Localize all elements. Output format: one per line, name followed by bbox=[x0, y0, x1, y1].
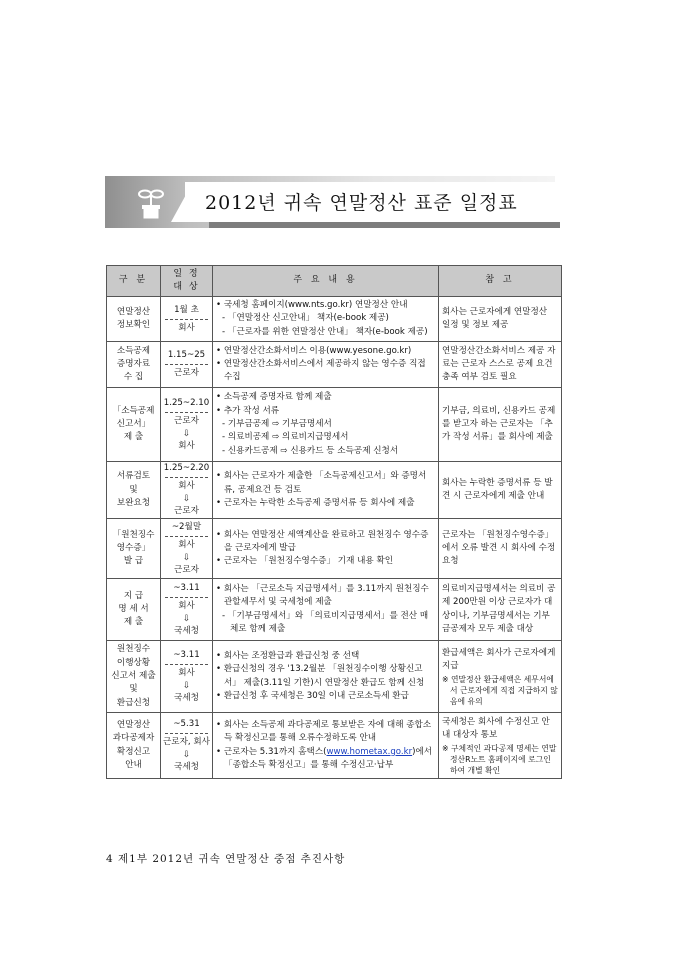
content-text: 신용카드공제 ⇨ 신용카드 등 소득공제 신청서 bbox=[227, 445, 399, 456]
period-divider bbox=[165, 319, 208, 320]
row-category bbox=[107, 579, 161, 641]
content-text: 연말정산간소화서비스 이용(www.yesone.go.kr) bbox=[223, 345, 412, 356]
content-subitem: - 신용카드공제 ⇨ 신용카드 등 소득공제 신청서 bbox=[222, 445, 399, 456]
category-line: 「소득공제 bbox=[112, 405, 155, 416]
category-line: 이행상황 bbox=[116, 657, 151, 668]
content-bullet: • 회사는 근로자가 제출한 「소득공제신고서」와 증명서류, 공제요건 등 검토 bbox=[216, 471, 427, 495]
content-text: 「연말정산 신고안내」 책자(e-book 제공) bbox=[227, 313, 389, 324]
content-text: 의료비공제 ⇨ 의료비지급명세서 bbox=[227, 432, 349, 443]
content-text: 「근로자를 위한 연말정산 안내」 책자(e-book 제공) bbox=[227, 326, 428, 337]
category-line: 정보확인 bbox=[116, 320, 151, 331]
content-bullet: • 연말정산간소화서비스 이용(www.yesone.go.kr) bbox=[216, 345, 412, 356]
header-schedule-bottom: 대 상 bbox=[173, 282, 200, 292]
period-actor: 근로자 bbox=[174, 564, 199, 575]
note-remark: ※ 연말정산 환급세액은 세무서에서 근로자에게 직접 지급하지 않음에 유의 bbox=[442, 674, 558, 706]
table-row bbox=[107, 342, 562, 388]
period-divider bbox=[165, 477, 208, 478]
row-note bbox=[439, 713, 562, 779]
period-divider bbox=[165, 664, 208, 665]
row-category bbox=[107, 342, 161, 388]
content-text: 기부금공제 ⇨ 기부금명세서 bbox=[227, 419, 332, 430]
category-line: 과다공제자 bbox=[112, 733, 155, 744]
down-arrow-icon: ⇩ bbox=[182, 494, 191, 505]
table-row bbox=[107, 579, 562, 641]
category-line: 명 세 서 bbox=[118, 604, 149, 615]
content-bullet: • 추가 작성 서류 bbox=[216, 405, 280, 416]
content-bullet: • 환급신청 후 국세청은 30일 이내 근로소득세 환급 bbox=[216, 691, 409, 702]
category-line: 신고서」 bbox=[116, 419, 151, 430]
period-actor: 국세청 bbox=[174, 692, 199, 703]
period-actor: 회사 bbox=[178, 440, 195, 451]
content-subitem: - 의료비공제 ⇨ 의료비지급명세서 bbox=[222, 432, 349, 443]
period-divider bbox=[165, 364, 208, 365]
content-text: 추가 작성 서류 bbox=[223, 405, 280, 416]
content-text: 소득공제 증명자료 함께 제출 bbox=[223, 392, 332, 403]
period-divider bbox=[165, 536, 208, 537]
period-actor: 근로자 bbox=[174, 415, 199, 426]
row-content bbox=[213, 297, 439, 342]
banner-edge bbox=[209, 222, 560, 228]
hometax-link[interactable]: www.hometax.go.kr bbox=[326, 746, 413, 757]
category-line: 원천징수 bbox=[116, 644, 151, 655]
period-date: 1월 초 bbox=[174, 304, 199, 315]
banner-slant bbox=[171, 182, 193, 222]
period-date: 1.25~2.10 bbox=[163, 397, 210, 408]
period-actor: 근로자 bbox=[174, 506, 199, 517]
content-text: 회사는 연말정산 세액계산을 완료하고 원천징수 영수증을 근로자에게 발급 bbox=[223, 529, 429, 554]
down-arrow-icon: ⇩ bbox=[182, 749, 191, 760]
content-text: 「기부금명세서」와 「의료비지급명세서」를 전산 매체로 함께 제출 bbox=[227, 610, 429, 635]
row-category bbox=[107, 641, 161, 713]
period-divider bbox=[165, 597, 208, 598]
content-text: 회사는 「근로소득 지급명세서」를 3.11까지 원천징수 관할세무서 및 국세청에 제출 bbox=[223, 583, 429, 608]
note-remark: ※ 구체적인 과다공제 명세는 연말정산R노트 홈페이지에 로그인하여 개별 확인 bbox=[442, 743, 557, 775]
content-subitem: - 「연말정산 신고안내」 책자(e-book 제공) bbox=[222, 313, 389, 324]
down-arrow-icon: ⇩ bbox=[182, 680, 191, 691]
category-line: 수 집 bbox=[123, 372, 144, 383]
row-period bbox=[161, 342, 213, 388]
content-bullet: • 환급신청의 경우 '13.2월분 「원천징수이행 상황신고서」 제출(3.11일 기한)시 연말정산 환급도 함께 신청 bbox=[216, 664, 425, 688]
period-actor: 국세청 bbox=[174, 761, 199, 772]
row-period bbox=[161, 713, 213, 779]
category-line: 제 출 bbox=[123, 432, 144, 443]
content-bullet: • 연말정산간소화서비스에서 제공하지 않는 영수증 직접 수집 bbox=[216, 359, 426, 383]
period-actor: 근로자, 회사 bbox=[163, 736, 210, 747]
content-subitem: - 기부금공제 ⇨ 기부금명세서 bbox=[222, 419, 332, 430]
category-line: 서류검토 bbox=[116, 471, 151, 482]
period-date: ~5.31 bbox=[173, 718, 200, 729]
category-line: 지 급 bbox=[123, 590, 144, 601]
note-text: 회사는 누락한 증명서류 등 발견 시 근로자에게 제출 안내 bbox=[442, 477, 553, 502]
period-date: 1.15~25 bbox=[167, 350, 206, 361]
period-date: ~2월말 bbox=[171, 521, 202, 532]
row-period bbox=[161, 297, 213, 342]
period-date: ~3.11 bbox=[173, 582, 200, 593]
note-text: 근로자는 「원천징수영수증」에서 오류 발견 시 회사에 수정 요청 bbox=[442, 529, 556, 567]
content-text: 근로자는 누락한 소득공제 증명서류 등 회사에 제출 bbox=[223, 497, 415, 508]
category-line: 제 출 bbox=[123, 617, 144, 628]
row-content bbox=[213, 641, 439, 713]
content-text: 근로자는 「원천징수영수증」 기재 내용 확인 bbox=[223, 556, 394, 567]
content-bullet: • 근로자는 5.31까지 홈택스(www.hometax.go.kr)에서 「종합소득 확정신고」를 통해 수정신고·납부 bbox=[216, 746, 433, 771]
period-actor: 국세청 bbox=[174, 625, 199, 636]
period-divider bbox=[165, 733, 208, 734]
category-line: 및 bbox=[129, 684, 138, 695]
row-note bbox=[439, 297, 562, 342]
category-line: 증명자료 bbox=[116, 359, 151, 370]
content-text: 근로자는 5.31까지 홈택스( bbox=[223, 746, 327, 757]
header-note: 참 고 bbox=[439, 266, 562, 297]
category-line: 확정신고 bbox=[116, 746, 151, 757]
category-line: 연말정산 bbox=[116, 306, 151, 317]
note-text: 연말정산간소화서비스 제공 자료는 근로자 스스로 공제 요건 충족 여부 검토 필요 bbox=[442, 345, 556, 383]
category-line: 보완요청 bbox=[116, 497, 151, 508]
row-content bbox=[213, 519, 439, 579]
row-period bbox=[161, 462, 213, 519]
period-actor: 근로자 bbox=[174, 368, 199, 379]
period-actor: 회사 bbox=[178, 667, 195, 678]
table-row bbox=[107, 297, 562, 342]
schedule-table bbox=[106, 265, 562, 779]
header-content: 주 요 내 용 bbox=[213, 266, 439, 297]
note-text: 의료비지급명세서는 의료비 공제 200만원 이상 근로자가 대상이나, 기부금명세서는 기부금공제자 모두 제출 대상 bbox=[442, 583, 556, 635]
content-text: 회사는 조정환급과 환급신청 중 선택 bbox=[223, 650, 360, 661]
row-category bbox=[107, 713, 161, 779]
content-bullet: • 회사는 조정환급과 환급신청 중 선택 bbox=[216, 650, 360, 661]
content-bullet: • 소득공제 증명자료 함께 제출 bbox=[216, 392, 332, 403]
row-category bbox=[107, 519, 161, 579]
content-text: 회사는 근로자가 제출한 「소득공제신고서」와 증명서류, 공제요건 등 검토 bbox=[223, 471, 427, 495]
content-bullet: • 근로자는 누락한 소득공제 증명서류 등 회사에 제출 bbox=[216, 497, 415, 508]
note-text: 기부금, 의료비, 신용카드 공제를 받고자 하는 근로자는 「추가 작성 서류」를 회사에 제출 bbox=[442, 405, 556, 443]
row-note bbox=[439, 462, 562, 519]
down-arrow-icon: ⇩ bbox=[182, 428, 191, 439]
row-category bbox=[107, 462, 161, 519]
potted-plant-icon bbox=[135, 184, 167, 220]
period-divider bbox=[165, 412, 208, 413]
category-line: 신고서 제출 bbox=[111, 671, 156, 682]
title-banner bbox=[105, 176, 555, 228]
header-category: 구 분 bbox=[107, 266, 161, 297]
table-header bbox=[107, 266, 562, 297]
row-note bbox=[439, 641, 562, 713]
table-row bbox=[107, 462, 562, 519]
content-subitem: - 「근로자를 위한 연말정산 안내」 책자(e-book 제공) bbox=[222, 326, 428, 337]
page-title: 2012년 귀속 연말정산 표준 일정표 bbox=[205, 192, 518, 214]
note-text: 국세청은 회사에 수정신고 안내 대상자 통보 bbox=[442, 716, 550, 741]
content-bullet: • 회사는 연말정산 세액계산을 완료하고 원천징수 영수증을 근로자에게 발급 bbox=[216, 529, 429, 554]
down-arrow-icon: ⇩ bbox=[182, 552, 191, 563]
page-footer: 4 제1부 2012년 귀속 연말정산 중점 추진사항 bbox=[106, 853, 346, 865]
content-text: )에서 「종합소득 확정신고」를 통해 수정신고·납부 bbox=[224, 746, 433, 771]
category-line: 연말정산 bbox=[116, 719, 151, 730]
content-bullet: • 국세청 홈페이지(www.nts.go.kr) 연말정산 안내 bbox=[216, 300, 408, 310]
category-line: 안내 bbox=[125, 760, 142, 771]
header-schedule bbox=[161, 266, 213, 297]
row-content bbox=[213, 462, 439, 519]
content-text: 회사는 소득공제 과다공제로 통보받은 자에 대해 종합소득 확정신고를 통해 오류수정하도록 안내 bbox=[223, 719, 432, 744]
row-note bbox=[439, 342, 562, 388]
content-bullet: • 근로자는 「원천징수영수증」 기재 내용 확인 bbox=[216, 556, 394, 567]
row-period bbox=[161, 388, 213, 462]
note-text: 회사는 근로자에게 연말정산 일정 및 정보 제공 bbox=[442, 306, 548, 331]
period-actor: 회사 bbox=[178, 322, 195, 333]
row-period bbox=[161, 641, 213, 713]
category-line: 소득공제 bbox=[116, 345, 151, 356]
period-actor: 회사 bbox=[178, 481, 195, 492]
table-row bbox=[107, 641, 562, 713]
category-line: 발 급 bbox=[123, 556, 144, 567]
row-note bbox=[439, 388, 562, 462]
content-text: 연말정산간소화서비스에서 제공하지 않는 영수증 직접 수집 bbox=[223, 359, 426, 383]
row-content bbox=[213, 713, 439, 779]
header-schedule-top: 일 정 bbox=[173, 268, 200, 279]
category-line: 「원천징수 bbox=[112, 529, 155, 540]
period-actor: 회사 bbox=[178, 600, 195, 611]
row-period bbox=[161, 519, 213, 579]
content-subitem: - 「기부금명세서」와 「의료비지급명세서」를 전산 매체로 함께 제출 bbox=[222, 610, 429, 635]
content-bullet: • 회사는 소득공제 과다공제로 통보받은 자에 대해 종합소득 확정신고를 통해 오류수정하도록 안내 bbox=[216, 719, 432, 744]
category-line: 및 bbox=[129, 484, 138, 495]
category-line: 환급신청 bbox=[116, 697, 151, 708]
row-content bbox=[213, 579, 439, 641]
table-row bbox=[107, 713, 562, 779]
row-category bbox=[107, 297, 161, 342]
period-actor: 회사 bbox=[178, 539, 195, 550]
note-text: 환급세액은 회사가 근로자에게 지급 bbox=[442, 647, 556, 672]
content-text: 국세청 홈페이지(www.nts.go.kr) 연말정산 안내 bbox=[223, 300, 408, 310]
table-row bbox=[107, 388, 562, 462]
period-date: ~3.11 bbox=[173, 649, 200, 660]
content-text: 환급신청의 경우 '13.2월분 「원천징수이행 상황신고서」 제출(3.11일 기한)시 연말정산 환급도 함께 신청 bbox=[223, 664, 425, 688]
category-line: 영수증」 bbox=[116, 543, 151, 554]
table-row bbox=[107, 519, 562, 579]
row-note bbox=[439, 519, 562, 579]
down-arrow-icon: ⇩ bbox=[182, 613, 191, 624]
period-date: 1.25~2.20 bbox=[163, 463, 210, 474]
row-content bbox=[213, 388, 439, 462]
row-period bbox=[161, 579, 213, 641]
content-text: 환급신청 후 국세청은 30일 이내 근로소득세 환급 bbox=[223, 691, 409, 702]
content-bullet: • 회사는 「근로소득 지급명세서」를 3.11까지 원천징수 관할세무서 및 국세청에 제출 bbox=[216, 583, 429, 608]
row-content bbox=[213, 342, 439, 388]
row-note bbox=[439, 579, 562, 641]
row-category bbox=[107, 388, 161, 462]
